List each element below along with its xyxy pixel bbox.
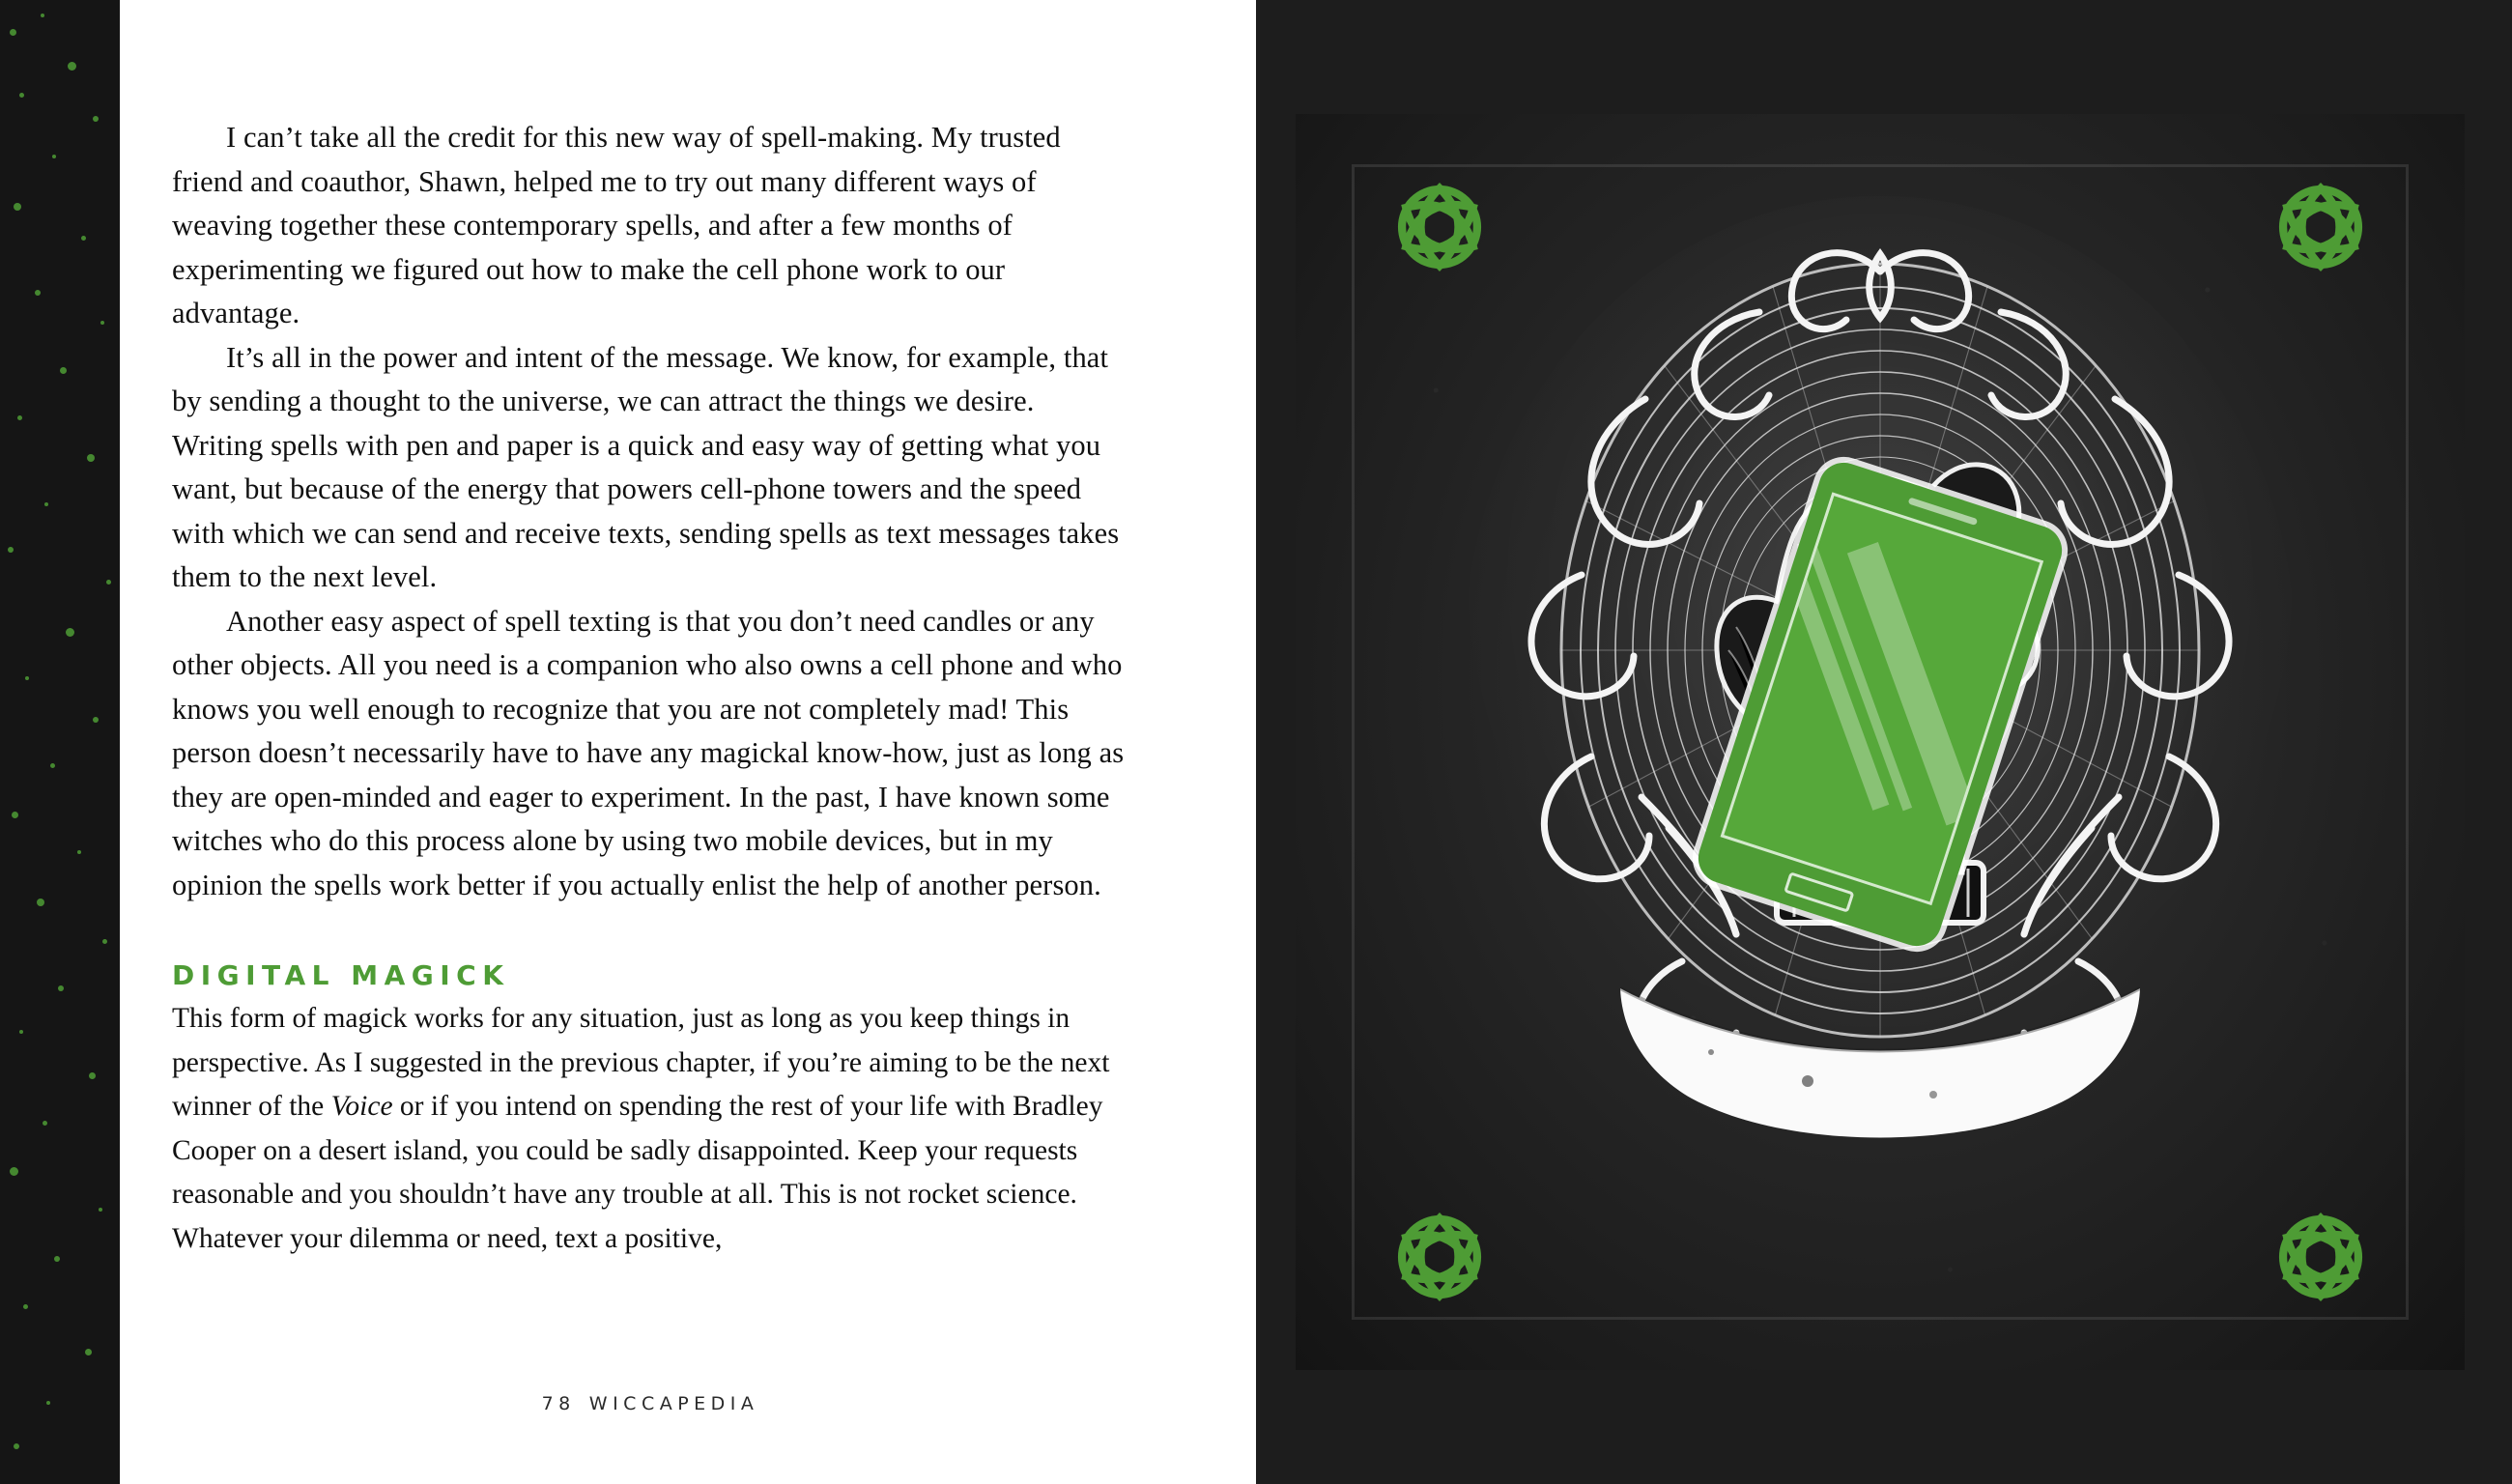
body-text-column — [172, 116, 1128, 1261]
paragraph: It’s all in the power and intent of the message. We know, for example, that by sending a thought to the universe, we can attract the things we desire. Writing spells with pen and paper is a quick and easy way of getting what you want, but because of the energy that powers cell-phone towers and the speed with which we can send and receive texts, sending spells as text messages takes them to the next level. — [172, 340, 1120, 593]
section-body-part-2: or if you intend on spending the rest of your life with Bradley Cooper on a desert island, you could be sadly disappointed. Keep your requests reasonable and you shouldn’t have any trouble at all. This is not rocket science. Whatever your dilemma or need, text a positive, — [172, 1091, 1103, 1254]
illustration-plate — [1296, 114, 2465, 1370]
page-footer — [172, 1393, 1128, 1414]
paragraph: I can’t take all the credit for this new way of spell-making. My trusted friend and coauthor, Shawn, helped me to try out many different ways of weaving together these contemporary spells, and after a few months of experimenting we figured out how to make the cell phone work to our advantage. — [172, 121, 1061, 329]
right-page — [1256, 0, 2512, 1484]
section-body — [172, 997, 1128, 1261]
paragraph: Another easy aspect of spell texting is that you don’t need candles or any other objects. All you need is a companion who also owns a cell phone and who knows you well enough to recognize that you are not completely mad! This person doesn’t necessarily have to have any magickal know-how, just as long as they are open-minded and eager to experiment. In the past, I have known some witches who do this process alone by using two mobile devices, but in my opinion the spells work better if you actually enlist the help of another person. — [172, 604, 1125, 901]
decorative-gutter-band — [0, 0, 120, 1484]
book-title-footer: WICCAPEDIA — [588, 1393, 759, 1414]
section-heading: DIGITAL MAGICK — [172, 959, 510, 991]
section-body-italic-title: Voice — [330, 1091, 393, 1122]
page-number: 78 — [541, 1393, 576, 1414]
section-body-part-1: This form of magick works for any situation, just as long as you keep things in perspective. As I suggested in the previous chapter, if you’re aiming to be the next winner of the — [172, 1003, 1110, 1122]
